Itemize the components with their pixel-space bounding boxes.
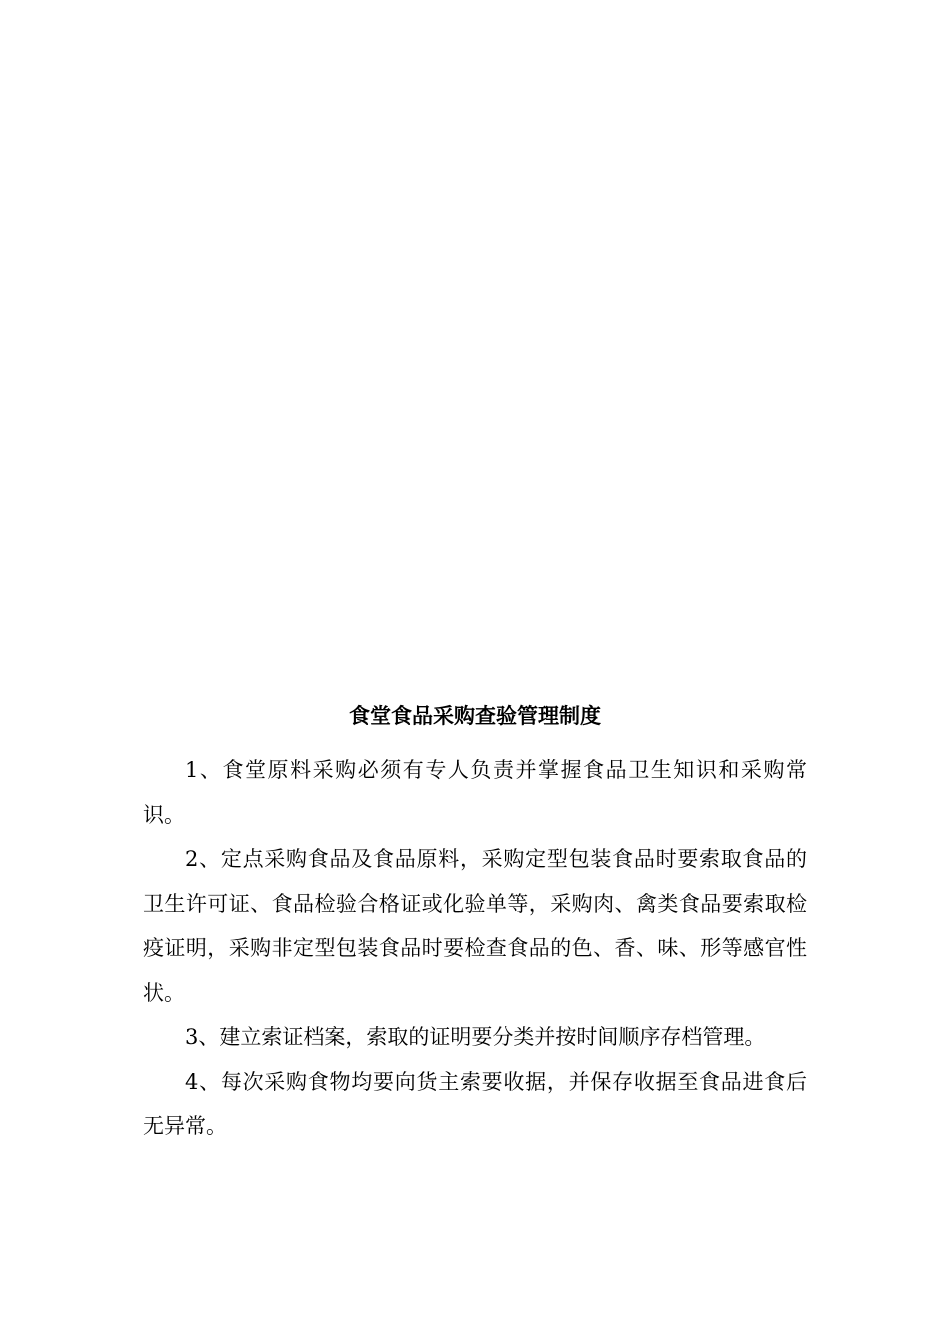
document-body bbox=[143, 748, 807, 1149]
paragraph-1: 1、食堂原料采购必须有专人负责并掌握食品卫生知识和采购常识。 bbox=[143, 758, 807, 827]
paragraph-4: 4、每次采购食物均要向货主索要收据，并保存收据至食品进食后无异常。 bbox=[143, 1069, 807, 1138]
document-title: 食堂食品采购查验管理制度 bbox=[349, 704, 601, 728]
paragraph-3: 3、建立索证档案，索取的证明要分类并按时间顺序存档管理。 bbox=[185, 1025, 766, 1049]
paragraph-2: 2、定点采购食品及食品原料，采购定型包装食品时要索取食品的卫生许可证、食品检验合格证或化验单等，采购肉、禽类食品要索取检疫证明，采购非定型包装食品时要检查食品的色、香、味、形等感官性状。 bbox=[143, 847, 807, 1005]
